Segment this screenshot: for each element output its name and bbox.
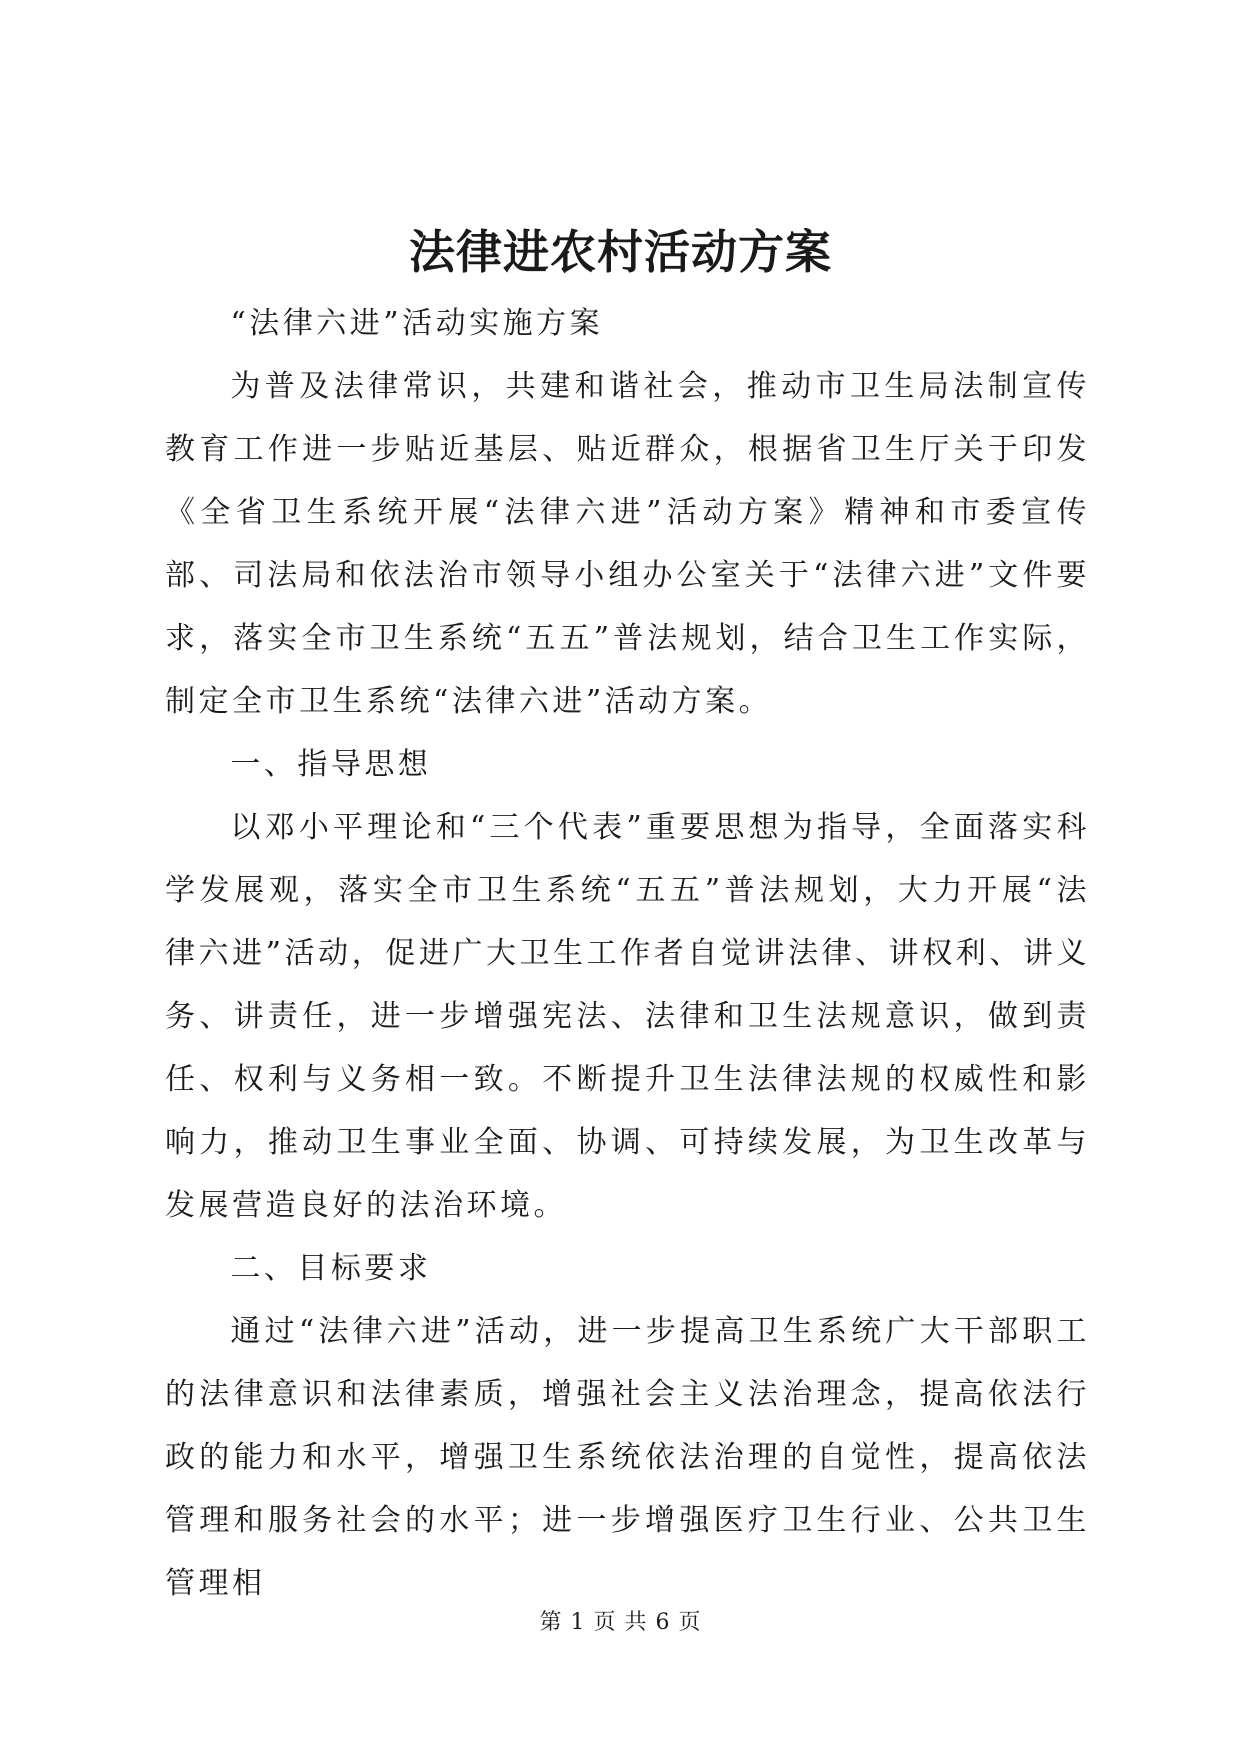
section-heading-goals: 二、目标要求 [230,1251,432,1286]
document-body [165,292,1090,1615]
subtitle-paragraph: “法律六进”活动实施方案 [230,306,604,341]
guiding-ideology-paragraph: 以邓小平理论和“三个代表”重要思想为指导，全面落实科学发展观，落实全市卫生系统“五五”普法规划，大力开展“法律六进”活动，促进广大卫生工作者自觉讲法律、讲权利、讲义务、讲责任，进一步增强宪法、法律和卫生法规意识，做到责任、权利与义务相一致。不断提升卫生法律法规的权威性和影响力，推动卫生事业全面、协调、可持续发展，为卫生改革与发展营造良好的法治环境。 [165,810,1090,1223]
section-heading-guiding-ideology: 一、指导思想 [230,747,432,782]
document-title: 法律进农村活动方案 [409,225,832,279]
page-number-footer: 第 1 页 共 6 页 [539,1610,702,1635]
intro-paragraph: 为普及法律常识，共建和谐社会，推动市卫生局法制宣传教育工作进一步贴近基层、贴近群众，根据省卫生厅关于印发《全省卫生系统开展“法律六进”活动方案》精神和市委宣传部、司法局和依法治市领导小组办公室关于“法律六进”文件要求，落实全市卫生系统“五五”普法规划，结合卫生工作实际，制定全市卫生系统“法律六进”活动方案。 [165,369,1090,719]
goals-paragraph: 通过“法律六进”活动，进一步提高卫生系统广大干部职工的法律意识和法律素质，增强社会主义法治理念，提高依法行政的能力和水平，增强卫生系统依法治理的自觉性，提高依法管理和服务社会的水平；进一步增强医疗卫生行业、公共卫生管理相 [165,1314,1090,1601]
